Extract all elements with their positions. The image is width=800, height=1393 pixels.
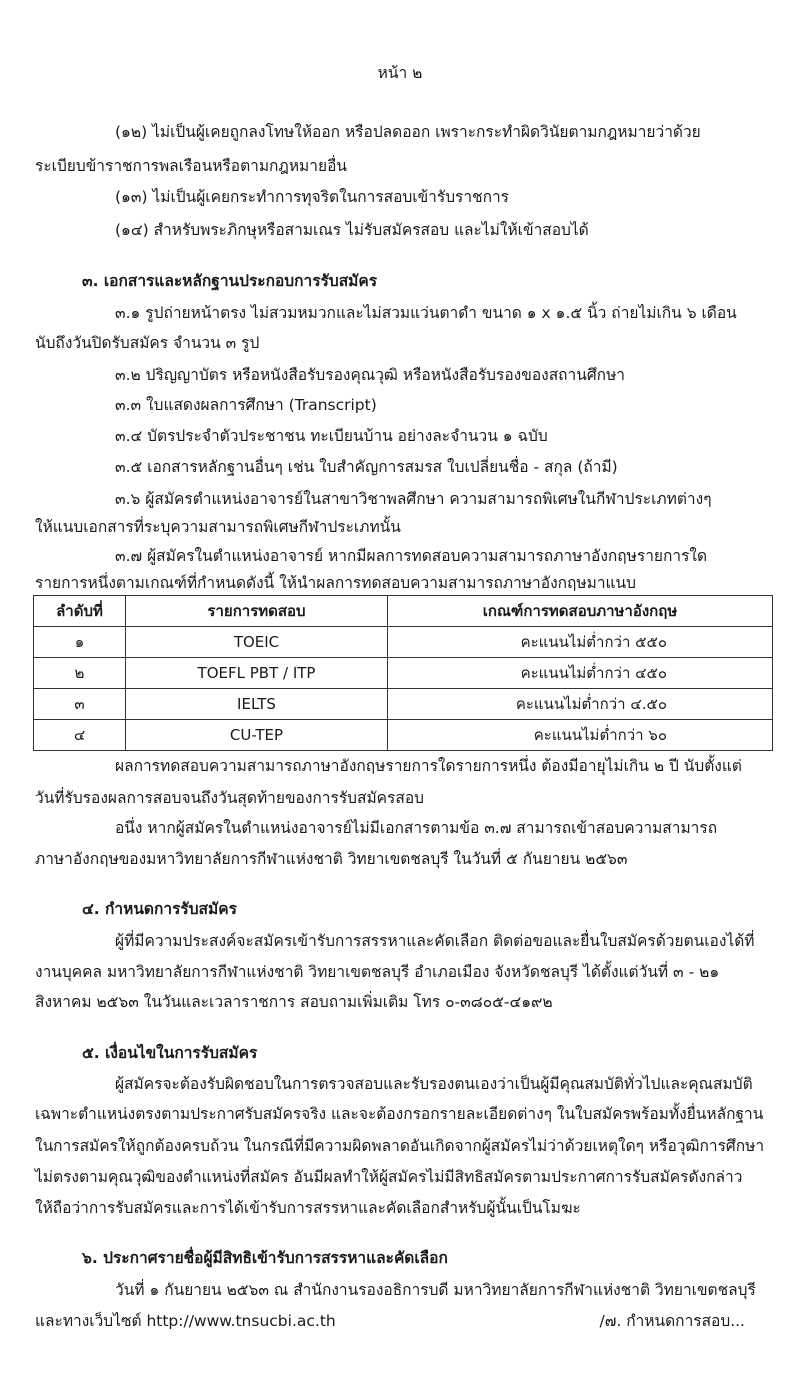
cell-test: IELTS xyxy=(126,689,388,720)
text-line: ผลการทดสอบความสามารถภาษาอังกฤษรายการใดรายการหนึ่ง ต้องมีอายุไม่เกิน ๒ ปี นับตั้งแต่ xyxy=(115,757,742,775)
text-line: วันที่รับรองผลการสอบจนถึงวันสุดท้ายของการรับสมัครสอบ xyxy=(35,789,424,807)
text-line: ในการสมัครให้ถูกต้องครบถ้วน ในกรณีที่มีความผิดพลาดอันเกิดจากผู้สมัครไม่ว่าด้วยเหตุใดๆ หรือวุฒิการศึกษา xyxy=(35,1137,765,1155)
table-row xyxy=(34,720,773,751)
text-line: (๑๔) สำหรับพระภิกษุหรือสามเณร ไม่รับสมัครสอบ และไม่ให้เข้าสอบได้ xyxy=(115,221,589,239)
text-line: ไม่ตรงตามคุณวุฒิของตำแหน่งที่สมัคร อันมีผลทำให้ผู้สมัครไม่มีสิทธิสมัครตามประกาศการรับสมัครดังกล่าว xyxy=(35,1168,743,1186)
cell-order: ๒ xyxy=(34,658,126,689)
text-line: ๓.๕ เอกสารหลักฐานอื่นๆ เช่น ใบสำคัญการสมรส ใบเปลี่ยนชื่อ - สกุล (ถ้ามี) xyxy=(115,458,618,476)
header-order: ลำดับที่ xyxy=(34,596,126,627)
table-row xyxy=(34,627,773,658)
text-line: ๓.๖ ผู้สมัครตำแหน่งอาจารย์ในสาขาวิชาพลศึกษา ความสามารถพิเศษในกีฬาประเภทต่างๆ xyxy=(115,490,712,508)
cell-test: TOEIC xyxy=(126,627,388,658)
cell-order: ๔ xyxy=(34,720,126,751)
cell-criteria: คะแนนไม่ต่ำกว่า ๖๐ xyxy=(388,720,773,751)
table-header-row xyxy=(34,596,773,627)
continuation-note: /๗. กำหนดการสอบ... xyxy=(599,1312,745,1330)
table-row xyxy=(34,689,773,720)
text-line: และทางเว็บไซต์ http://www.tnsucbi.ac.th xyxy=(35,1312,336,1330)
text-line: (๑๓) ไม่เป็นผู้เคยกระทำการทุจริตในการสอบเข้ารับราชการ xyxy=(115,188,510,206)
text-line: อนึ่ง หากผู้สมัครในตำแหน่งอาจารย์ไม่มีเอกสารตามข้อ ๓.๗ สามารถเข้าสอบความสามารถ xyxy=(115,819,718,837)
text-line: ๓.๔ บัตรประจำตัวประชาชน ทะเบียนบ้าน อย่างละจำนวน ๑ ฉบับ xyxy=(115,427,548,445)
text-line: งานบุคคล มหาวิทยาลัยการกีฬาแห่งชาติ วิทยาเขตชลบุรี อำเภอเมือง จังหวัดชลบุรี ได้ตั้งแต่วันที่ ๓ - ๒๑ xyxy=(35,963,720,981)
section-4-heading: ๔. กำหนดการรับสมัคร xyxy=(82,900,237,918)
english-test-table xyxy=(33,595,773,751)
text-line: ๓.๗ ผู้สมัครในตำแหน่งอาจารย์ หากมีผลการทดสอบความสามารถภาษาอังกฤษรายการใด xyxy=(115,547,708,565)
header-criteria: เกณฑ์การทดสอบภาษาอังกฤษ xyxy=(388,596,773,627)
text-line: ให้ถือว่าการรับสมัครและการได้เข้ารับการสรรหาและคัดเลือกสำหรับผู้นั้นเป็นโมฆะ xyxy=(35,1199,581,1217)
page-number: หน้า ๒ xyxy=(377,64,423,82)
text-line: สิงหาคม ๒๕๖๓ ในวันและเวลาราชการ สอบถามเพิ่มเติม โทร ๐-๓๘๐๕-๔๑๙๒ xyxy=(35,993,553,1011)
text-line: (๑๒) ไม่เป็นผู้เคยถูกลงโทษให้ออก หรือปลดออก เพราะกระทำผิดวินัยตามกฎหมายว่าด้วย xyxy=(115,123,701,141)
text-line: ภาษาอังกฤษของมหาวิทยาลัยการกีฬาแห่งชาติ วิทยาเขตชลบุรี ในวันที่ ๕ กันยายน ๒๕๖๓ xyxy=(35,850,628,868)
cell-criteria: คะแนนไม่ต่ำกว่า ๔.๕๐ xyxy=(388,689,773,720)
text-line: ให้แนบเอกสารที่ระบุความสามารถพิเศษกีฬาประเภทนั้น xyxy=(35,518,401,536)
text-line: ๓.๒ ปริญญาบัตร หรือหนังสือรับรองคุณวุฒิ หรือหนังสือรับรองของสถานศึกษา xyxy=(115,366,625,384)
section-5-heading: ๕. เงื่อนไขในการรับสมัคร xyxy=(82,1044,258,1062)
cell-criteria: คะแนนไม่ต่ำกว่า ๔๕๐ xyxy=(388,658,773,689)
text-line: เฉพาะตำแหน่งตรงตามประกาศรับสมัครจริง และจะต้องกรอกรายละเอียดต่างๆ ในใบสมัครพร้อมทั้งยื่นหลักฐาน xyxy=(35,1105,764,1123)
cell-test: TOEFL PBT / ITP xyxy=(126,658,388,689)
text-line: ระเบียบข้าราชการพลเรือนหรือตามกฎหมายอื่น xyxy=(35,157,347,175)
text-line: วันที่ ๑ กันยายน ๒๕๖๓ ณ สำนักงานรองอธิการบดี มหาวิทยาลัยการกีฬาแห่งชาติ วิทยาเขตชลบุรี xyxy=(115,1281,756,1299)
cell-criteria: คะแนนไม่ต่ำกว่า ๕๕๐ xyxy=(388,627,773,658)
text-line: ผู้สมัครจะต้องรับผิดชอบในการตรวจสอบและรับรองตนเองว่าเป็นผู้มีคุณสมบัติทั่วไปและคุณสมบัติ xyxy=(115,1075,753,1093)
text-line: ๓.๓ ใบแสดงผลการศึกษา (Transcript) xyxy=(115,396,377,414)
text-line: ผู้ที่มีความประสงค์จะสมัครเข้ารับการสรรหาและคัดเลือก ติดต่อขอและยื่นใบสมัครด้วยตนเองได้ที่ xyxy=(115,932,755,950)
header-test: รายการทดสอบ xyxy=(126,596,388,627)
cell-test: CU-TEP xyxy=(126,720,388,751)
cell-order: ๓ xyxy=(34,689,126,720)
text-line: นับถึงวันปิดรับสมัคร จำนวน ๓ รูป xyxy=(35,334,260,352)
section-6-heading: ๖. ประกาศรายชื่อผู้มีสิทธิเข้ารับการสรรหาและคัดเลือก xyxy=(82,1249,448,1267)
table-row xyxy=(34,658,773,689)
section-3-heading: ๓. เอกสารและหลักฐานประกอบการรับสมัคร xyxy=(82,272,378,290)
cell-order: ๑ xyxy=(34,627,126,658)
text-line: ๓.๑ รูปถ่ายหน้าตรง ไม่สวมหมวกและไม่สวมแว่นตาดำ ขนาด ๑ x ๑.๕ นิ้ว ถ่ายไม่เกิน ๖ เดือน xyxy=(115,304,737,322)
text-line: รายการหนึ่งตามเกณฑ์ที่กำหนดดังนี้ ให้นำผลการทดสอบความสามารถภาษาอังกฤษมาแนบ xyxy=(35,574,636,592)
